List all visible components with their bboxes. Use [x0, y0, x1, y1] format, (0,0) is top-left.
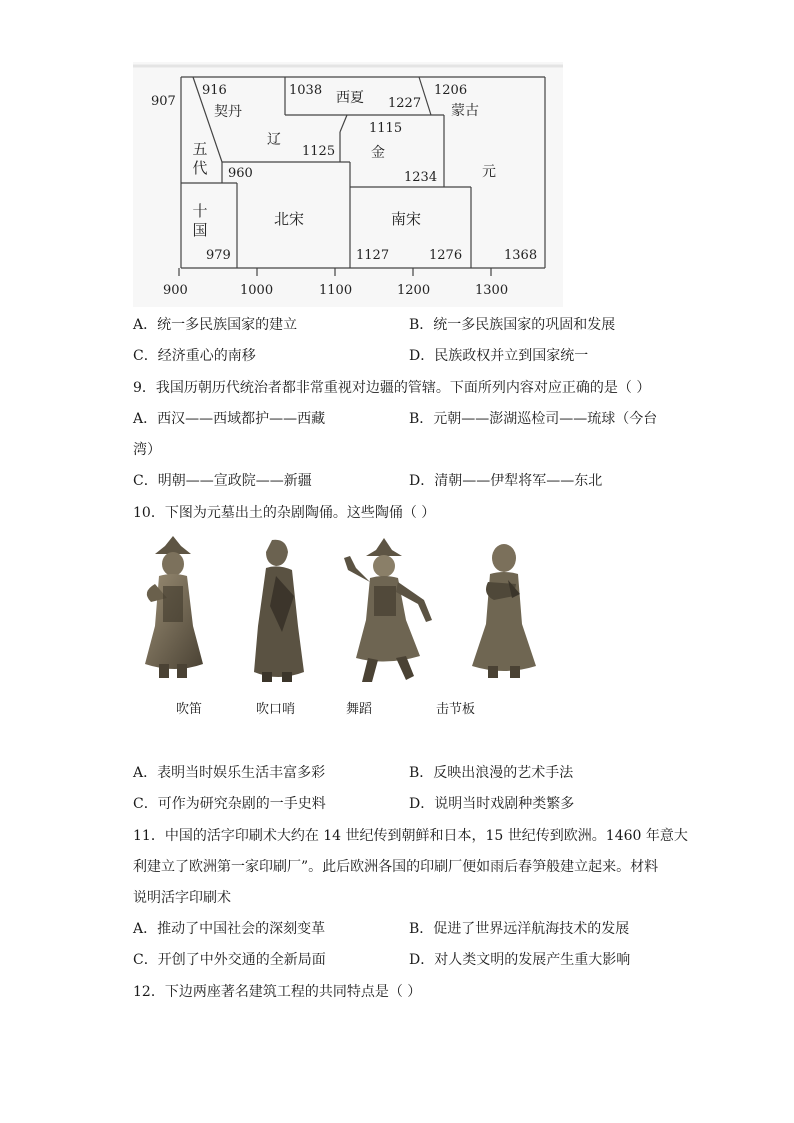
- caption-dance: 舞蹈: [346, 702, 373, 717]
- year-1206: 1206: [434, 83, 468, 98]
- label-beisong: 北宋: [274, 210, 305, 228]
- figurine-dance-image: [340, 536, 440, 688]
- year-1115: 1115: [369, 121, 403, 136]
- figurine-flute-image: [133, 536, 218, 688]
- year-1227: 1227: [388, 96, 422, 111]
- q9-option-b-continued: 湾）: [133, 442, 161, 458]
- q10-option-c: C．可作为研究杂剧的一手史料: [133, 796, 326, 812]
- q8-option-c: C．经济重心的南移: [133, 348, 256, 364]
- year-1368: 1368: [504, 248, 538, 263]
- caption-flute: 吹笛: [176, 702, 203, 717]
- q8-option-a: A．统一多民族国家的建立: [133, 317, 298, 333]
- label-jin: 金: [371, 145, 385, 161]
- q9-option-a: A．西汉——西域都护——西藏: [133, 411, 326, 427]
- q12-stem: 12．下边两座著名建筑工程的共同特点是（ ）: [133, 984, 422, 1000]
- q10-option-b: B．反映出浪漫的艺术手法: [409, 765, 574, 781]
- q11-stem-line3: 说明活字印刷术: [133, 890, 231, 906]
- q10-option-d: D．说明当时戏剧种类繁多: [409, 796, 575, 812]
- figurine-clapper-image: [464, 536, 546, 688]
- axis-tick-1000: 1000: [240, 283, 274, 298]
- year-1038: 1038: [289, 83, 323, 98]
- label-menggu: 蒙古: [451, 103, 479, 119]
- axis-tick-900: 900: [163, 283, 188, 298]
- q8-option-d: D．民族政权并立到国家统一: [409, 348, 589, 364]
- label-wudai: 五代: [192, 140, 208, 177]
- q11-option-b: B．促进了世界远洋航海技术的发展: [409, 921, 630, 937]
- label-liao: 辽: [267, 132, 281, 148]
- q11-option-c: C．开创了中外交通的全新局面: [133, 952, 326, 968]
- year-960: 960: [228, 166, 253, 181]
- q9-option-b: B．元朝——澎湖巡检司——琉球（今台: [409, 411, 658, 427]
- label-shiguo: 十国: [192, 202, 208, 239]
- figurine-whistle-image: [242, 536, 312, 688]
- q8-option-b: B．统一多民族国家的巩固和发展: [409, 317, 616, 333]
- label-yuan: 元: [482, 164, 496, 180]
- year-916: 916: [202, 83, 227, 98]
- dynasty-timeline-figure: [133, 62, 563, 307]
- q11-stem-line2: 利建立了欧洲第一家印刷厂”。此后欧洲各国的印刷厂便如雨后春笋般建立起来。材料: [133, 859, 659, 875]
- q11-stem-line1: 11．中国的活字印刷术大约在 14 世纪传到朝鲜和日本，15 世纪传到欧洲。1460 年意大: [133, 828, 688, 844]
- year-907: 907: [151, 94, 176, 109]
- year-1127: 1127: [356, 248, 390, 263]
- q11-option-d: D．对人类文明的发展产生重大影响: [409, 952, 631, 968]
- q9-option-d: D．清朝——伊犁将军——东北: [409, 473, 603, 489]
- q9-stem: 9．我国历朝历代统治者都非常重视对边疆的管辖。下面所列内容对应正确的是（ ）: [133, 380, 651, 396]
- q10-option-a: A．表明当时娱乐生活丰富多彩: [133, 765, 326, 781]
- axis-tick-1200: 1200: [397, 283, 431, 298]
- q11-option-a: A．推动了中国社会的深刻变革: [133, 921, 326, 937]
- label-nansong: 南宋: [391, 210, 422, 228]
- axis-tick-1100: 1100: [319, 283, 353, 298]
- caption-whistle: 吹口哨: [256, 702, 296, 717]
- label-qidan: 契丹: [214, 104, 242, 120]
- label-xixia: 西夏: [336, 90, 364, 106]
- axis-tick-1300: 1300: [475, 283, 509, 298]
- year-1234: 1234: [404, 170, 438, 185]
- year-1276: 1276: [429, 248, 463, 263]
- year-1125: 1125: [302, 144, 336, 159]
- q9-option-c: C．明朝——宣政院——新疆: [133, 473, 312, 489]
- caption-clapper: 击节板: [436, 702, 476, 717]
- q10-stem: 10．下图为元墓出土的杂剧陶俑。这些陶俑（ ）: [133, 505, 436, 521]
- year-979: 979: [206, 248, 231, 263]
